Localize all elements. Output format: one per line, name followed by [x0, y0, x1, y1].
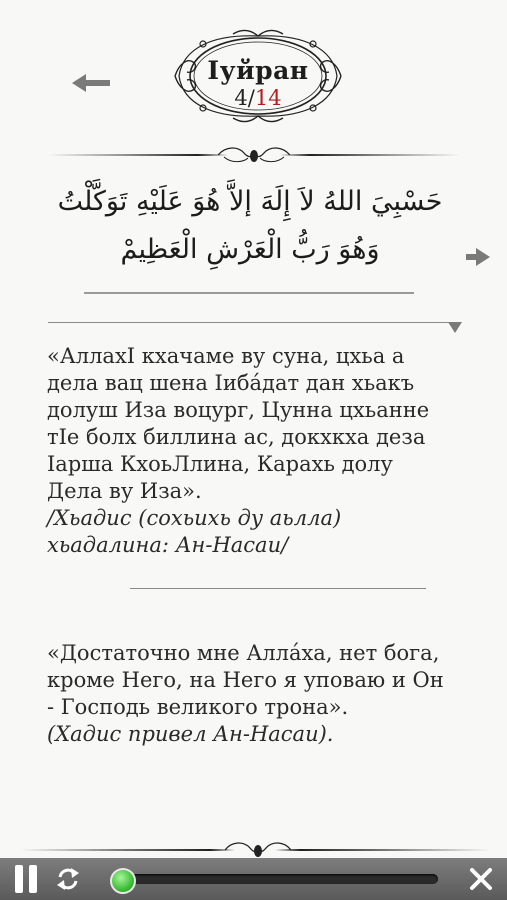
- page-title: Iуйран: [207, 56, 309, 85]
- page-counter: [173, 86, 343, 110]
- pause-icon[interactable]: [14, 865, 40, 893]
- collapse-triangle-icon[interactable]: [448, 322, 462, 334]
- current-page: 4: [234, 86, 248, 110]
- header: [0, 0, 507, 160]
- close-icon[interactable]: [468, 866, 494, 892]
- chechen-translation: [47, 343, 447, 559]
- progress-track[interactable]: [116, 874, 438, 884]
- progress-knob[interactable]: [110, 868, 136, 894]
- divider-line: [48, 322, 460, 323]
- russian-translation: [47, 640, 447, 748]
- divider-line: [130, 588, 426, 589]
- russian-text: «Достаточно мне Алла́ха, нет бога, кроме Него, на Него я уповаю и Он - Господь великого трона».: [47, 641, 444, 719]
- total-pages: 14: [254, 86, 282, 110]
- russian-citation: (Хадис привел Ан-Насаи).: [47, 722, 334, 746]
- audio-player-bar: [0, 858, 507, 900]
- divider-line: [84, 292, 414, 294]
- arabic-dua: حَسْبِيَ اللهُ لاَ إِلَهَ إلاَّ هُوَ عَلَيْهِ تَوَكَّلْتُ وَهُوَ رَبُّ الْعَرْشِ الْعَظِيمْ: [57, 186, 443, 265]
- chechen-text: «АллахI кхачаме ву суна, цхьа а дела вац шена Iибáдат дан хьакъ долуш Иза воцург, Цунна цхьанне тIе болх биллина ас, докхкха деза Iарша КхоьЛлина, Карахь долу Дела ву Иза».: [47, 344, 430, 503]
- chechen-citation: /Хьадис (сохьихь ду аьлла) хьадалина: Ан-Насаи/: [47, 506, 342, 557]
- repeat-icon[interactable]: [54, 865, 82, 893]
- ornamental-divider: [48, 140, 460, 170]
- back-arrow-icon[interactable]: [72, 72, 112, 94]
- next-page-icon[interactable]: [466, 246, 490, 268]
- page-separator: /: [247, 86, 255, 110]
